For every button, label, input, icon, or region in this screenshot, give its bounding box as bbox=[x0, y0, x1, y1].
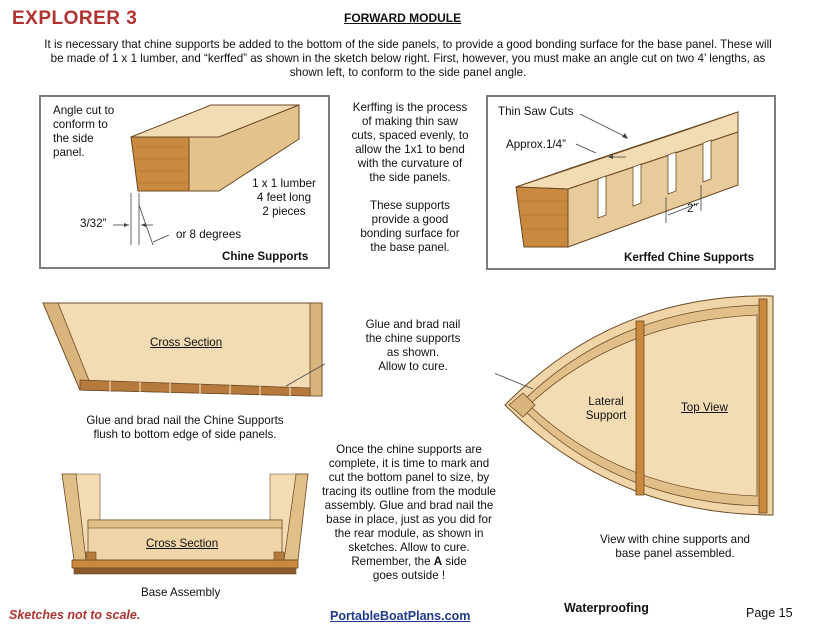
angle-cut-note: Angle cut to conform to the side panel. bbox=[53, 104, 115, 159]
top-view-sketch bbox=[495, 293, 777, 525]
kerffed-supports-caption: Kerffed Chine Supports bbox=[624, 251, 755, 264]
base-assembly-sketch bbox=[60, 472, 310, 580]
section-label: Waterproofing bbox=[564, 601, 649, 615]
base-assembly-caption: Base Assembly bbox=[141, 586, 221, 599]
side-panel-caption: Glue and brad nail the Chine Supports flush to bottom edge of side panels. bbox=[86, 414, 284, 441]
instructions-paragraph: Once the chine supports are complete, it is time to mark and cut the bottom panel to size, by tracing its outline from the module assembly. Glue and brad nail the base in place, just as you did for the rear module, as shown in sketches. Allow to cure. Remember, the A side goes outside ! bbox=[322, 443, 496, 582]
approx-kerf-label: Approx.1/4” bbox=[506, 138, 566, 151]
page-number: Page 15 bbox=[746, 606, 793, 620]
kerf-spacing-label: 2” bbox=[687, 202, 698, 215]
side-panel-cross-section-label: Cross Section bbox=[150, 336, 223, 349]
glue-note: Glue and brad nail the chine supports as shown. Allow to cure. bbox=[365, 318, 461, 373]
intro-paragraph: It is necessary that chine supports be added to the bottom of the side panels, to provide a good bonding surface for the base panel. These will be made of 1 x 1 lumber, and “kerffed” as shown in the sketch below right. First, however, you must make an angle cut on two 4’ lengths, as shown left, to conform to the side panel angle. bbox=[44, 38, 772, 79]
lumber-spec-note: 1 x 1 lumber 4 feet long 2 pieces bbox=[252, 177, 316, 218]
base-cross-section-label: Cross Section bbox=[146, 537, 219, 550]
website-link[interactable]: PortableBoatPlans.com bbox=[330, 609, 471, 623]
offset-dimension-label: 3/32” bbox=[80, 217, 107, 230]
kerf-explanation: Kerffing is the process of making thin saw cuts, spaced evenly, to allow the 1x1 to bend with the curvature of the side panels. These supports provide a good bonding surface for the base panel. bbox=[351, 101, 469, 254]
kerffed-support-sketch bbox=[488, 97, 774, 268]
top-view-label: Top View bbox=[681, 401, 728, 414]
scale-disclaimer: Sketches not to scale. bbox=[9, 608, 141, 622]
thin-saw-cuts-label: Thin Saw Cuts bbox=[498, 105, 574, 118]
lateral-support-label: Lateral Support bbox=[585, 395, 627, 422]
angle-degrees-label: or 8 degrees bbox=[176, 228, 242, 241]
brand-title: EXPLORER 3 bbox=[12, 8, 138, 29]
top-view-caption: View with chine supports and base panel assembled. bbox=[600, 533, 750, 560]
chine-supports-caption: Chine Supports bbox=[222, 250, 309, 263]
module-title: FORWARD MODULE bbox=[344, 11, 462, 25]
